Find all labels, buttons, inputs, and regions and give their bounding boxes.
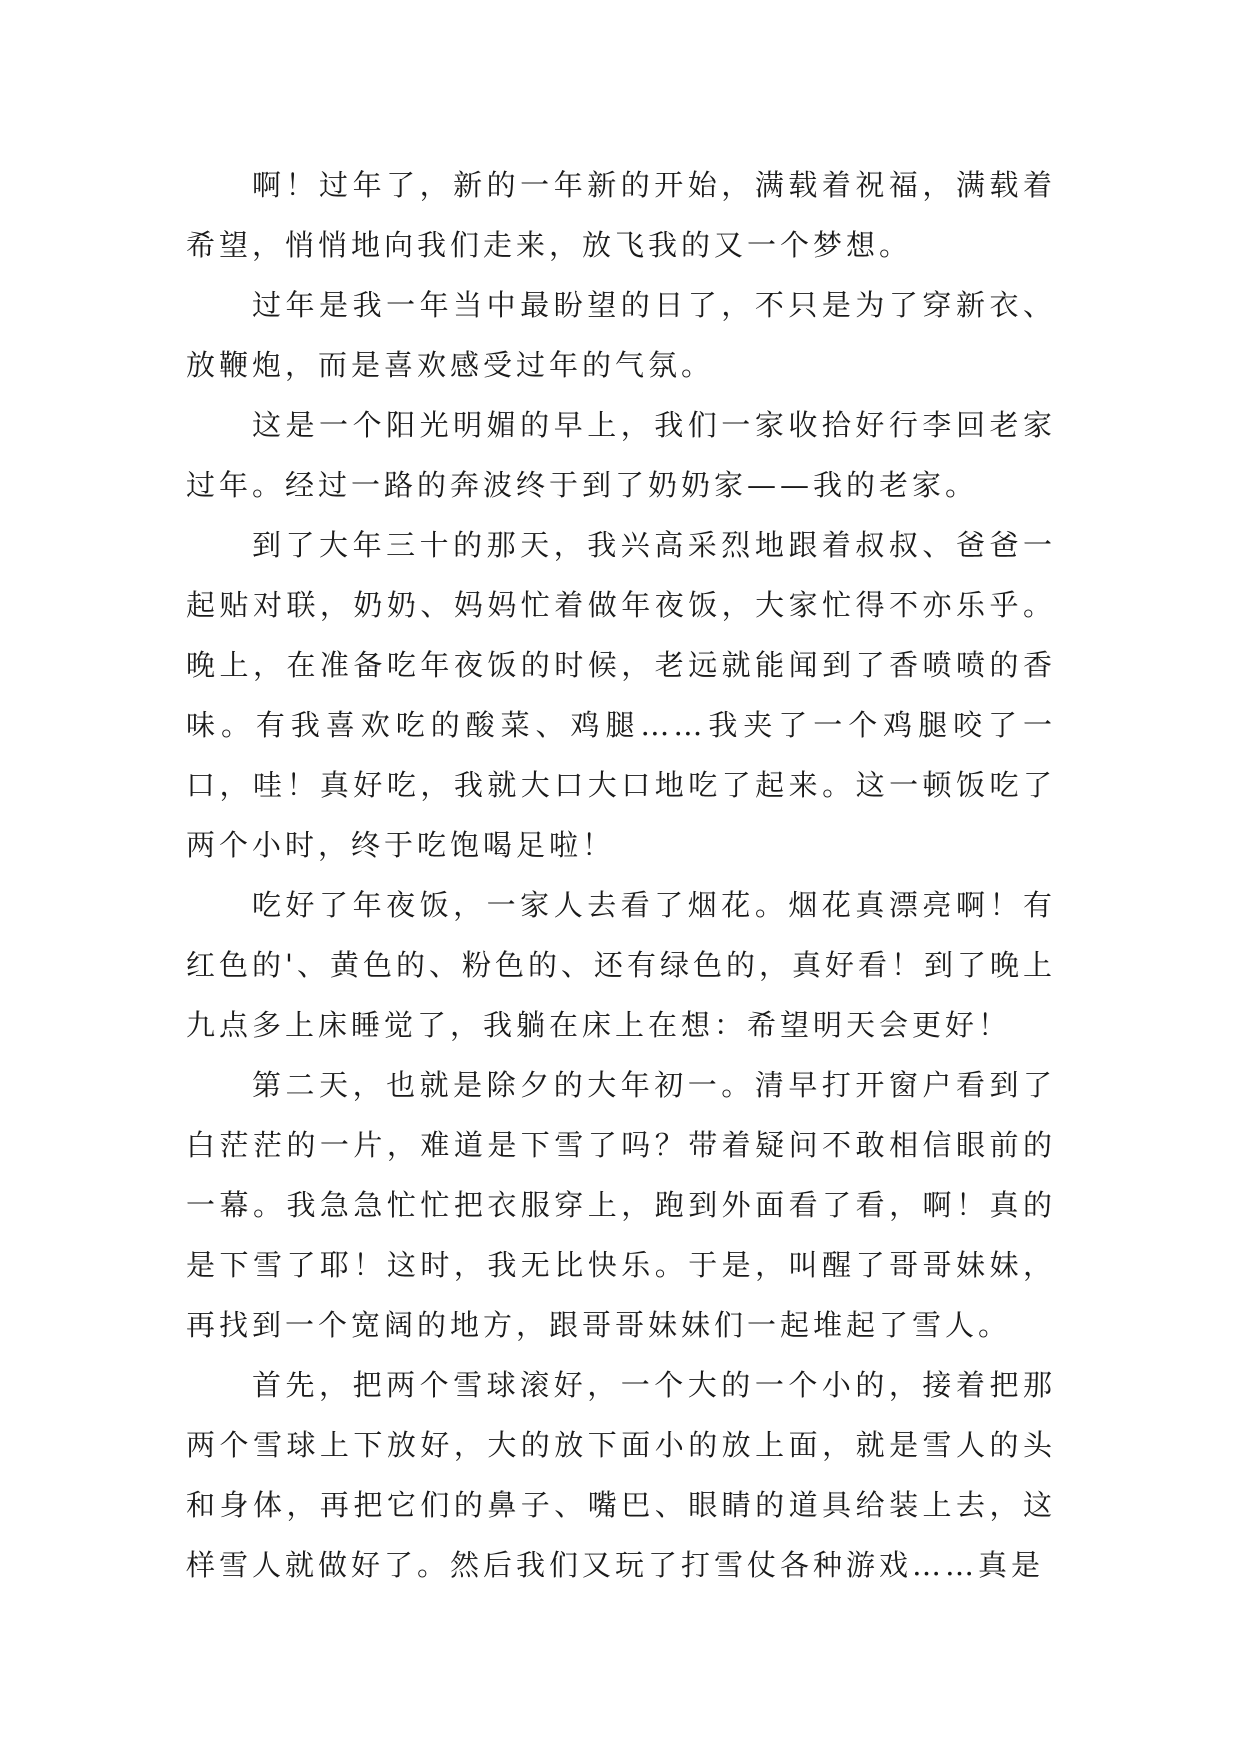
paragraph-6: 第二天，也就是除夕的大年初一。清早打开窗户看到了白茫茫的一片，难道是下雪了吗？带着疑问不敢相信眼前的一幕。我急急忙忙把衣服穿上，跑到外面看了看，啊！真的是下雪了耶！这时，我无比快乐。于是，叫醒了哥哥妹妹，再找到一个宽阔的地方，跟哥哥妹妹们一起堆起了雪人。 (186, 1068, 1056, 1342)
paragraph-2: 过年是我一年当中最盼望的日了，不只是为了穿新衣、放鞭炮，而是喜欢感受过年的气氛。 (186, 288, 1056, 382)
paragraph-5: 吃好了年夜饭，一家人去看了烟花。烟花真漂亮啊！有红色的'、黄色的、粉色的、还有绿色的，真好看！到了晚上九点多上床睡觉了，我躺在床上在想：希望明天会更好！ (186, 888, 1056, 1042)
article-body (186, 155, 1056, 1595)
paragraph-1: 啊！过年了，新的一年新的开始，满载着祝福，满载着希望，悄悄地向我们走来，放飞我的又一个梦想。 (186, 168, 1056, 262)
paragraph-7: 首先，把两个雪球滚好，一个大的一个小的，接着把那两个雪球上下放好，大的放下面小的放上面，就是雪人的头和身体，再把它们的鼻子、嘴巴、眼睛的道具给装上去，这样雪人就做好了。然后我们又玩了打雪仗各种游戏……真是 (186, 1368, 1056, 1582)
paragraph-4: 到了大年三十的那天，我兴高采烈地跟着叔叔、爸爸一起贴对联，奶奶、妈妈忙着做年夜饭，大家忙得不亦乐乎。晚上，在准备吃年夜饭的时候，老远就能闻到了香喷喷的香味。有我喜欢吃的酸菜、鸡腿……我夹了一个鸡腿咬了一口，哇！真好吃，我就大口大口地吃了起来。这一顿饭吃了两个小时，终于吃饱喝足啦！ (186, 528, 1056, 862)
paragraph-3: 这是一个阳光明媚的早上，我们一家收拾好行李回老家过年。经过一路的奔波终于到了奶奶家——我的老家。 (186, 408, 1056, 502)
